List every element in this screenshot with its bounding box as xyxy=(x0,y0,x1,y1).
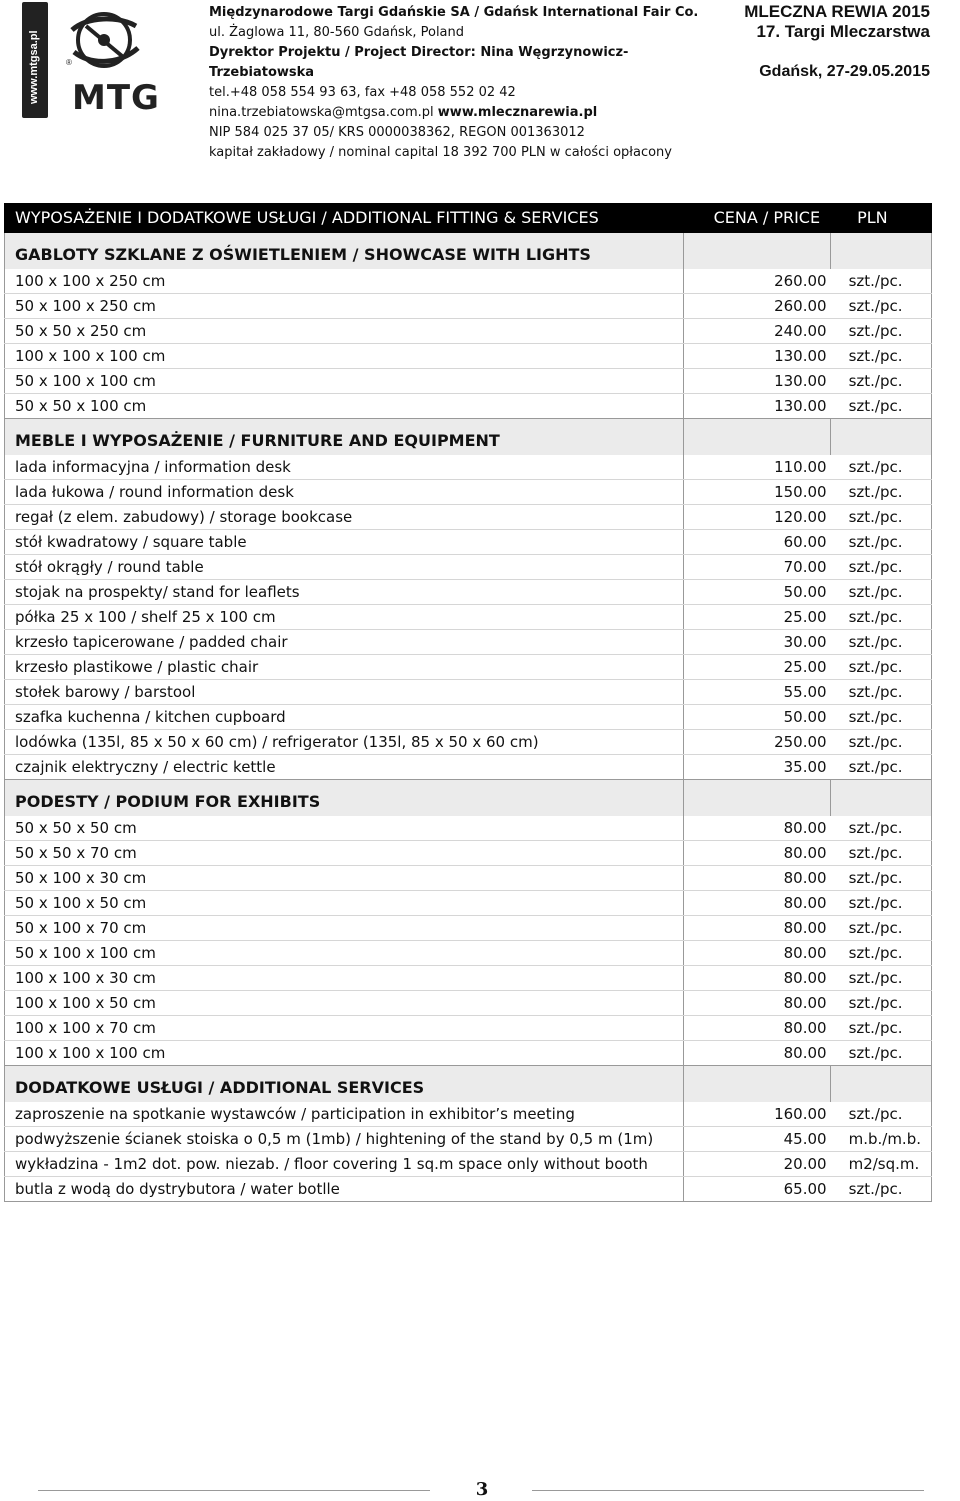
item-unit: szt./pc. xyxy=(831,630,932,655)
item-unit: szt./pc. xyxy=(831,269,932,294)
company-address: ul. Żaglowa 11, 80-560 Gdańsk, Poland xyxy=(209,25,465,40)
section-spacer xyxy=(831,780,932,817)
item-unit: szt./pc. xyxy=(831,480,932,505)
company-registry: NIP 584 025 37 05/ KRS 0000038362, REGON 001363012 xyxy=(209,125,585,140)
section-spacer xyxy=(683,1066,831,1103)
item-unit: szt./pc. xyxy=(831,344,932,369)
logo-registered-mark: ® xyxy=(66,58,72,67)
item-unit: szt./pc. xyxy=(831,841,932,866)
item-unit: szt./pc. xyxy=(831,530,932,555)
mtg-logo xyxy=(22,2,160,122)
item-name: 100 x 100 x 50 cm xyxy=(5,991,684,1016)
item-price: 60.00 xyxy=(683,530,831,555)
item-name: 100 x 100 x 30 cm xyxy=(5,966,684,991)
item-unit: szt./pc. xyxy=(831,866,932,891)
item-unit: szt./pc. xyxy=(831,319,932,344)
table-row xyxy=(5,991,932,1016)
item-name: stół okrągły / round table xyxy=(5,555,684,580)
table-row xyxy=(5,816,932,841)
table-row xyxy=(5,480,932,505)
table-row xyxy=(5,1177,932,1202)
table-row xyxy=(5,1016,932,1041)
table-row xyxy=(5,455,932,480)
item-price: 80.00 xyxy=(683,966,831,991)
item-unit: szt./pc. xyxy=(831,1041,932,1066)
item-name: 50 x 50 x 70 cm xyxy=(5,841,684,866)
item-unit: szt./pc. xyxy=(831,505,932,530)
item-price: 130.00 xyxy=(683,369,831,394)
table-row xyxy=(5,1041,932,1066)
logo-url-text: www.mtgsa.pl xyxy=(28,30,40,104)
item-price: 130.00 xyxy=(683,394,831,419)
table-row xyxy=(5,344,932,369)
item-name: lada łukowa / round information desk xyxy=(5,480,684,505)
item-unit: szt./pc. xyxy=(831,369,932,394)
item-name: 100 x 100 x 250 cm xyxy=(5,269,684,294)
table-row xyxy=(5,916,932,941)
item-unit: m.b./m.b. xyxy=(831,1127,932,1152)
project-director: Dyrektor Projektu / Project Director: Nina Węgrzynowicz-Trzebiatowska xyxy=(209,45,629,80)
table-row xyxy=(5,394,932,419)
item-name: lodówka (135l, 85 x 50 x 60 cm) / refrigerator (135l, 85 x 50 x 60 cm) xyxy=(5,730,684,755)
item-unit: szt./pc. xyxy=(831,816,932,841)
table-row xyxy=(5,1127,932,1152)
table-row xyxy=(5,866,932,891)
section-spacer xyxy=(683,780,831,817)
page-number: 3 xyxy=(475,1479,489,1500)
table-row xyxy=(5,755,932,780)
item-unit: szt./pc. xyxy=(831,966,932,991)
table-row xyxy=(5,891,932,916)
item-unit: szt./pc. xyxy=(831,294,932,319)
footer-rule-right xyxy=(532,1490,924,1491)
table-header-row xyxy=(5,204,932,233)
item-price: 80.00 xyxy=(683,841,831,866)
table-row xyxy=(5,941,932,966)
company-info xyxy=(209,3,709,163)
item-name: wykładzina - 1m2 dot. pow. niezab. / floor covering 1 sq.m space only without booth xyxy=(5,1152,684,1177)
table-row xyxy=(5,269,932,294)
table-row xyxy=(5,680,932,705)
section-title: PODESTY / PODIUM FOR EXHIBITS xyxy=(5,780,684,817)
item-price: 240.00 xyxy=(683,319,831,344)
item-unit: szt./pc. xyxy=(831,916,932,941)
table-row xyxy=(5,530,932,555)
section-header-row xyxy=(5,419,932,456)
item-price: 130.00 xyxy=(683,344,831,369)
item-unit: szt./pc. xyxy=(831,991,932,1016)
company-website[interactable]: www.mlecznarewia.pl xyxy=(437,105,598,120)
event-title: MLECZNA REWIA 2015 xyxy=(744,2,930,21)
table-header-price: CENA / PRICE xyxy=(683,204,831,233)
item-name: stołek barowy / barstool xyxy=(5,680,684,705)
mtg-globe-icon xyxy=(66,6,142,76)
item-price: 50.00 xyxy=(683,580,831,605)
item-price: 110.00 xyxy=(683,455,831,480)
item-name: szafka kuchenna / kitchen cupboard xyxy=(5,705,684,730)
item-name: 50 x 100 x 100 cm xyxy=(5,369,684,394)
item-name: podwyższenie ścianek stoiska o 0,5 m (1mb) / hightening of the stand by 0,5 m (1m) xyxy=(5,1127,684,1152)
section-header-row xyxy=(5,780,932,817)
section-title: MEBLE I WYPOSAŻENIE / FURNITURE AND EQUIPMENT xyxy=(5,419,684,456)
item-unit: szt./pc. xyxy=(831,755,932,780)
item-price: 25.00 xyxy=(683,605,831,630)
logo-text: MTG xyxy=(72,78,160,118)
item-price: 80.00 xyxy=(683,891,831,916)
item-unit: szt./pc. xyxy=(831,555,932,580)
item-name: 100 x 100 x 70 cm xyxy=(5,1016,684,1041)
item-name: stół kwadratowy / square table xyxy=(5,530,684,555)
item-name: lada informacyjna / information desk xyxy=(5,455,684,480)
item-price: 80.00 xyxy=(683,916,831,941)
table-row xyxy=(5,605,932,630)
footer-rule-left xyxy=(38,1490,430,1491)
section-header-row xyxy=(5,233,932,270)
event-subtitle: 17. Targi Mleczarstwa xyxy=(756,22,930,41)
item-unit: szt./pc. xyxy=(831,394,932,419)
item-name: regał (z elem. zabudowy) / storage bookcase xyxy=(5,505,684,530)
item-price: 65.00 xyxy=(683,1177,831,1202)
item-price: 260.00 xyxy=(683,269,831,294)
item-price: 80.00 xyxy=(683,816,831,841)
item-unit: szt./pc. xyxy=(831,1102,932,1127)
table-row xyxy=(5,966,932,991)
item-name: 50 x 50 x 50 cm xyxy=(5,816,684,841)
item-price: 25.00 xyxy=(683,655,831,680)
table-row xyxy=(5,580,932,605)
table-row xyxy=(5,630,932,655)
item-name: półka 25 x 100 / shelf 25 x 100 cm xyxy=(5,605,684,630)
item-name: zaproszenie na spotkanie wystawców / participation in exhibitor’s meeting xyxy=(5,1102,684,1127)
item-price: 80.00 xyxy=(683,991,831,1016)
table-row xyxy=(5,555,932,580)
section-spacer xyxy=(683,419,831,456)
item-price: 80.00 xyxy=(683,941,831,966)
item-name: 50 x 100 x 50 cm xyxy=(5,891,684,916)
table-header-currency: PLN xyxy=(831,204,932,233)
item-unit: szt./pc. xyxy=(831,705,932,730)
item-price: 260.00 xyxy=(683,294,831,319)
company-capital: kapitał zakładowy / nominal capital 18 392 700 PLN w całości opłacony xyxy=(209,145,672,160)
item-price: 30.00 xyxy=(683,630,831,655)
item-name: 100 x 100 x 100 cm xyxy=(5,344,684,369)
item-name: 50 x 100 x 30 cm xyxy=(5,866,684,891)
item-name: stojak na prospekty/ stand for leaflets xyxy=(5,580,684,605)
table-row xyxy=(5,655,932,680)
company-name: Międzynarodowe Targi Gdańskie SA / Gdańsk International Fair Co. xyxy=(209,5,699,20)
item-unit: szt./pc. xyxy=(831,891,932,916)
table-row xyxy=(5,319,932,344)
table-row xyxy=(5,705,932,730)
item-unit: szt./pc. xyxy=(831,1016,932,1041)
item-price: 150.00 xyxy=(683,480,831,505)
item-name: 50 x 50 x 250 cm xyxy=(5,319,684,344)
item-price: 70.00 xyxy=(683,555,831,580)
table-row xyxy=(5,730,932,755)
event-info xyxy=(744,2,930,82)
item-name: czajnik elektryczny / electric kettle xyxy=(5,755,684,780)
item-name: krzesło plastikowe / plastic chair xyxy=(5,655,684,680)
item-price: 20.00 xyxy=(683,1152,831,1177)
table-row xyxy=(5,1152,932,1177)
item-unit: szt./pc. xyxy=(831,455,932,480)
section-spacer xyxy=(831,419,932,456)
logo-url-bar xyxy=(22,2,48,118)
table-row xyxy=(5,505,932,530)
section-spacer xyxy=(831,1066,932,1103)
section-header-row xyxy=(5,1066,932,1103)
item-unit: szt./pc. xyxy=(831,680,932,705)
item-unit: szt./pc. xyxy=(831,1177,932,1202)
item-price: 35.00 xyxy=(683,755,831,780)
item-unit: szt./pc. xyxy=(831,941,932,966)
table-header-title: WYPOSAŻENIE I DODATKOWE USŁUGI / ADDITIONAL FITTING & SERVICES xyxy=(5,204,684,233)
section-title: GABLOTY SZKLANE Z OŚWIETLENIEM / SHOWCASE WITH LIGHTS xyxy=(5,233,684,270)
item-name: krzesło tapicerowane / padded chair xyxy=(5,630,684,655)
table-row xyxy=(5,294,932,319)
item-name: 100 x 100 x 100 cm xyxy=(5,1041,684,1066)
item-name: 50 x 50 x 100 cm xyxy=(5,394,684,419)
item-price: 80.00 xyxy=(683,1041,831,1066)
table-row xyxy=(5,1102,932,1127)
item-unit: szt./pc. xyxy=(831,730,932,755)
company-email[interactable]: nina.trzebiatowska@mtgsa.com.pl xyxy=(209,105,434,120)
company-phone: tel.+48 058 554 93 63, fax +48 058 552 02 42 xyxy=(209,85,516,100)
item-price: 45.00 xyxy=(683,1127,831,1152)
item-unit: szt./pc. xyxy=(831,655,932,680)
item-price: 160.00 xyxy=(683,1102,831,1127)
item-name: 50 x 100 x 250 cm xyxy=(5,294,684,319)
section-spacer xyxy=(683,233,831,270)
item-name: 50 x 100 x 70 cm xyxy=(5,916,684,941)
section-title: DODATKOWE USŁUGI / ADDITIONAL SERVICES xyxy=(5,1066,684,1103)
item-price: 80.00 xyxy=(683,1016,831,1041)
item-price: 55.00 xyxy=(683,680,831,705)
item-price: 120.00 xyxy=(683,505,831,530)
item-unit: szt./pc. xyxy=(831,605,932,630)
item-name: 50 x 100 x 100 cm xyxy=(5,941,684,966)
table-row xyxy=(5,841,932,866)
item-price: 80.00 xyxy=(683,866,831,891)
item-unit: m2/sq.m. xyxy=(831,1152,932,1177)
event-date: Gdańsk, 27-29.05.2015 xyxy=(759,63,930,80)
item-price: 50.00 xyxy=(683,705,831,730)
item-price: 250.00 xyxy=(683,730,831,755)
price-table xyxy=(4,203,932,1202)
table-row xyxy=(5,369,932,394)
item-name: butla z wodą do dystrybutora / water botlle xyxy=(5,1177,684,1202)
section-spacer xyxy=(831,233,932,270)
item-unit: szt./pc. xyxy=(831,580,932,605)
